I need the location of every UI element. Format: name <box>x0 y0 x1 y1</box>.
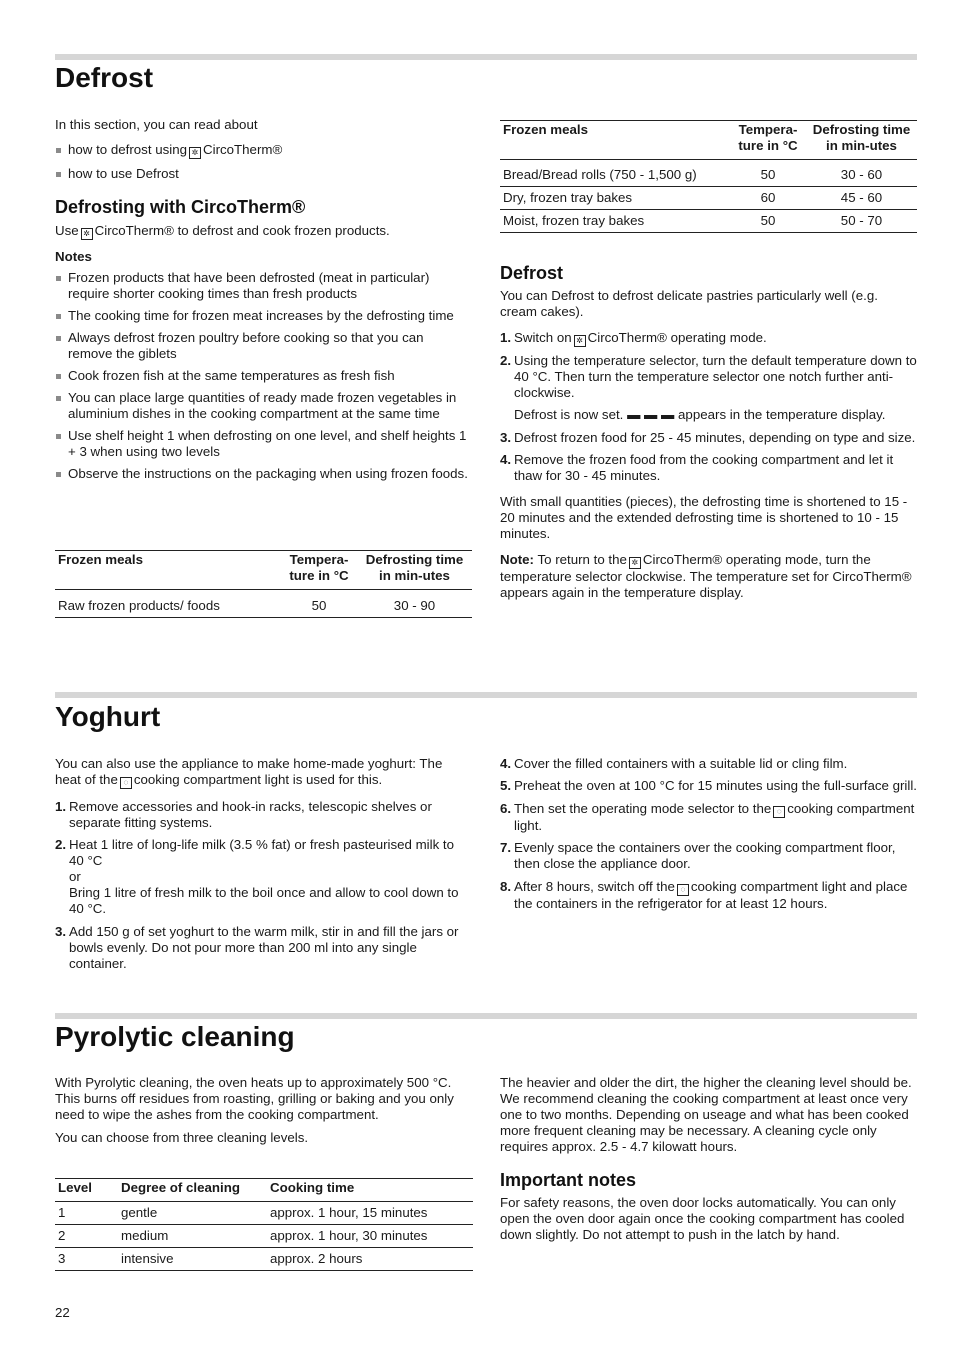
step-item: 7. Evenly space the containers over the cooking compartment floor, then close the appliance door. <box>500 840 896 871</box>
note-item: Use shelf height 1 when defrosting on one level, and shelf heights 1 + 3 when using two levels <box>55 428 470 460</box>
table-header: Defrosting time in min-utes <box>357 551 472 590</box>
defrost-table-bakes <box>500 120 917 233</box>
pyrolytic-intro: With Pyrolytic cleaning, the oven heats up to approximately 500 °C. This burns off residues from roasting, grilling or baking and you only need to wipe the ashes from the cooking compartment. <box>55 1075 454 1122</box>
page-number: 22 <box>55 1305 70 1320</box>
defrost-intro-text: You can Defrost to defrost delicate pastries particularly well (e.g. cream cakes). <box>500 288 878 319</box>
step-item: 2. Heat 1 litre of long-life milk (3.5 % fat) or fresh pasteurised milk to 40 °C or Bring 1 litre of fresh milk to the boil once and allow to cool down to 40 °C. <box>55 837 459 916</box>
circotherm-heading: Defrosting with CircoTherm® <box>55 197 306 217</box>
note-item: You can place large quantities of ready made frozen vegetables in aluminium dishes in the cooking compartment at the same time <box>55 390 470 422</box>
pyrolytic-left-column <box>55 1075 471 1146</box>
cleaning-levels-table <box>55 1178 473 1271</box>
lamp-icon: ◌ <box>773 806 785 818</box>
notes-heading: Notes <box>55 249 92 264</box>
pyrolytic-levels-text: You can choose from three cleaning levels. <box>55 1130 309 1145</box>
note-item: Always defrost frozen poultry before cooking so that you can remove the giblets <box>55 330 470 362</box>
table-header: Tempera-ture in °C <box>281 551 357 590</box>
table-header: Frozen meals <box>55 551 281 590</box>
defrost-left-column <box>55 117 470 482</box>
note-text: Note: To return to the ✲ CircoTherm® operating mode, turn the temperature selector clockwise. The temperature set for CircoTherm® appears again in the temperature display. <box>500 552 912 600</box>
table-row: Moist, frozen tray bakes 50 50 - 70 <box>500 210 917 233</box>
lamp-icon: ◌ <box>677 884 689 896</box>
circotherm-icon: ✲ <box>189 147 201 159</box>
circotherm-icon: ✲ <box>81 228 93 240</box>
pyrolytic-right-column <box>500 1075 918 1243</box>
step-item: 5. Preheat the oven at 100 °C for 15 minutes using the full-surface grill. <box>500 778 917 793</box>
defrost-intro: In this section, you can read about <box>55 117 258 132</box>
circotherm-icon: ✲ <box>629 557 641 569</box>
pyrolytic-title: Pyrolytic cleaning <box>55 1021 295 1052</box>
table-header: Degree of cleaning <box>118 1179 267 1202</box>
step-item: 6. Then set the operating mode selector to the ◌ cooking compartment light. <box>500 801 915 833</box>
circotherm-icon: ✲ <box>574 335 586 347</box>
table-header: Frozen meals <box>500 121 730 160</box>
step-item: 4. Remove the frozen food from the cooking compartment and let it thaw for 30 - 45 minutes. <box>500 452 894 483</box>
yoghurt-title: Yoghurt <box>55 701 161 732</box>
section-rule <box>55 692 917 698</box>
notes-list <box>55 270 470 482</box>
step-item: 4. Cover the filled containers with a suitable lid or cling film. <box>500 756 848 771</box>
step-item: 2. Using the temperature selector, turn the default temperature down to 40 °C. Then turn the temperature selector one notch further anti-clockwise. <box>500 353 917 400</box>
important-notes-heading: Important notes <box>500 1170 637 1190</box>
note-item: Observe the instructions on the packaging when using frozen foods. <box>55 466 470 482</box>
important-notes-text: For safety reasons, the oven door locks automatically. You can only open the oven door again once the cooking compartment has cooled down slightly. Do not attempt to push in the latch by hand. <box>500 1195 905 1242</box>
defrost-table-raw <box>55 550 472 618</box>
table-row: 3 intensive approx. 2 hours <box>55 1248 473 1271</box>
table-header: Defrosting time in min-utes <box>806 121 917 160</box>
table-row: 2 medium approx. 1 hour, 30 minutes <box>55 1225 473 1248</box>
table-header: Cooking time <box>267 1179 473 1202</box>
note-item: The cooking time for frozen meat increases by the defrosting time <box>55 308 470 324</box>
dirt-level-text: The heavier and older the dirt, the higher the cleaning level should be. We recommend cleaning the cooking compartment at least once very one to two months. Depending on useage and what has been cooked more frequent cleaning may be necessary. A cleaning cycle only requires approx. 2.5 - 4.7 kilowatt hours. <box>500 1075 912 1154</box>
list-item: how to defrost using ✲ CircoTherm® <box>55 142 470 159</box>
table-row: 1 gentle approx. 1 hour, 15 minutes <box>55 1202 473 1225</box>
step-subtext: Defrost is now set. ▬ ▬ ▬ appears in the temperature display. <box>514 407 886 422</box>
note-item: Cook frozen fish at the same temperatures as fresh fish <box>55 368 470 384</box>
lamp-icon: ◌ <box>120 777 132 789</box>
yoghurt-left-column <box>55 756 471 972</box>
table-header: Level <box>55 1179 118 1202</box>
table-row: Raw frozen products/ foods 50 30 - 90 <box>55 590 472 618</box>
note-item: Frozen products that have been defrosted (meat in particular) require shorter cooking times than fresh products <box>55 270 470 302</box>
step-item: 1. Remove accessories and hook-in racks, telescopic shelves or separate fitting systems. <box>55 799 432 830</box>
small-quantities-text: With small quantities (pieces), the defrosting time is shortened to 15 - 20 minutes and the extended defrosting time is shortened to 10 - 15 minutes. <box>500 494 908 541</box>
defrost-title: Defrost <box>55 62 154 93</box>
table-row: Dry, frozen tray bakes 60 45 - 60 <box>500 187 917 210</box>
step-item: 3. Defrost frozen food for 25 - 45 minutes, depending on type and size. <box>500 430 916 445</box>
section-rule <box>55 1013 917 1019</box>
yoghurt-right-column <box>500 756 918 912</box>
step-item: 3. Add 150 g of set yoghurt to the warm milk, stir in and fill the jars or bowls evenly. Do not pour more than 200 ml into any single container. <box>55 924 459 971</box>
defrost-right-column <box>500 262 918 601</box>
step-item: 1. Switch on ✲ CircoTherm® operating mode. <box>500 330 767 345</box>
yoghurt-intro: You can also use the appliance to make home-made yoghurt: The heat of the ◌ cooking compartment light is used for this. <box>55 756 443 787</box>
section-rule <box>55 54 917 60</box>
circotherm-text: Use ✲ CircoTherm® to defrost and cook frozen products. <box>55 223 390 238</box>
list-item: how to use Defrost <box>55 166 470 182</box>
defrost-subheading: Defrost <box>500 263 564 283</box>
table-header: Tempera-ture in °C <box>730 121 806 160</box>
step-item: 8. After 8 hours, switch off the ◌ cooking compartment light and place the containers in the refrigerator for at least 12 hours. <box>500 879 908 911</box>
table-row: Bread/Bread rolls (750 - 1,500 g) 50 30 - 60 <box>500 160 917 187</box>
